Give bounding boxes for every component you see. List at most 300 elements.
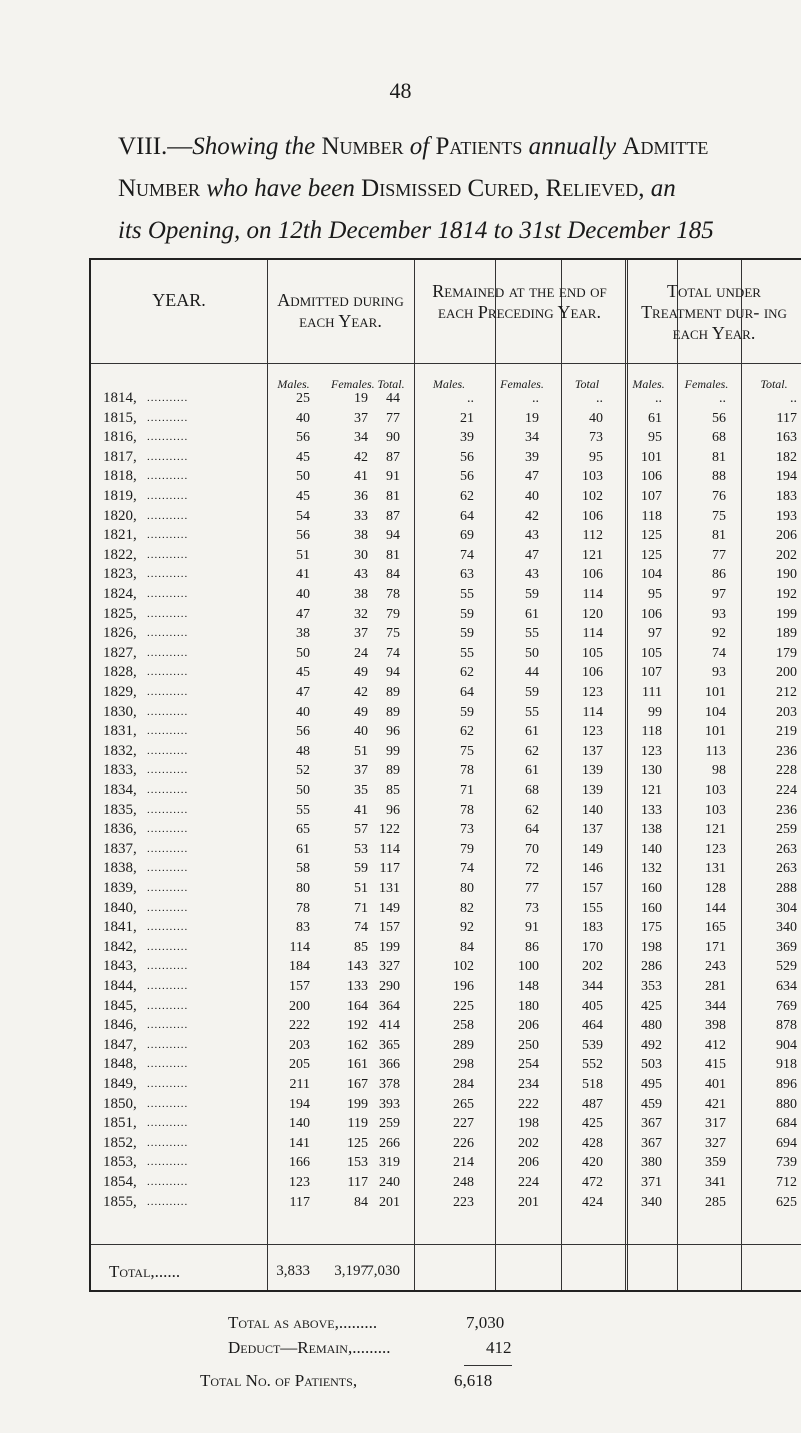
table-cell: 89 (386, 685, 400, 700)
table-cell: 41 (354, 802, 368, 818)
table-cell: 904 (776, 1037, 797, 1053)
year-label: 1854, (103, 1174, 137, 1190)
table-cell: 226 (453, 1135, 474, 1151)
year-label: 1831, (103, 723, 137, 740)
table-cell: 896 (776, 1077, 797, 1092)
table-cell: 47 (525, 547, 539, 563)
table-cell: 286 (641, 959, 662, 975)
leader-dots: ........... (147, 470, 189, 483)
table-cell: .. (719, 391, 726, 406)
table-cell: 401 (705, 1077, 726, 1092)
table-cell: 424 (582, 1194, 603, 1210)
leader-dots: ........... (147, 803, 189, 816)
table-cell: 202 (776, 547, 797, 563)
leader-dots: ........... (147, 1195, 189, 1208)
year-label: 1852, (103, 1134, 137, 1151)
column-subheader: Females. (331, 377, 375, 391)
table-cell: 59 (525, 587, 539, 602)
table-cell: 87 (386, 449, 400, 465)
table-cell: 214 (453, 1155, 474, 1171)
year-label: 1826, (103, 625, 137, 642)
table-cell: 259 (776, 822, 797, 838)
year-label: 1828, (103, 664, 137, 681)
table-cell: 128 (705, 881, 726, 896)
year-label: 1816, (103, 429, 137, 446)
table-cell: 290 (379, 979, 400, 994)
col-divider (625, 260, 628, 1290)
table-cell: 140 (641, 841, 662, 857)
table-cell: 101 (641, 449, 662, 465)
table-cell: 106 (582, 567, 603, 583)
table-cell: 62 (460, 665, 474, 681)
leader-dots: ........... (147, 392, 189, 404)
year-label: 1847, (103, 1036, 137, 1053)
table-cell: 74 (354, 920, 368, 936)
table-cell: 59 (460, 626, 474, 642)
table-cell: 47 (296, 606, 310, 622)
year-label: 1819, (103, 488, 137, 504)
leader-dots: ........... (147, 940, 189, 953)
table-cell: 167 (347, 1077, 368, 1092)
table-cell: 78 (296, 900, 310, 916)
table-cell: 80 (460, 881, 474, 896)
table-cell: 380 (641, 1155, 662, 1171)
table-cell: 123 (641, 743, 662, 759)
table-cell: 201 (379, 1194, 400, 1210)
leader-dots: ........... (147, 411, 189, 424)
table-cell: 40 (525, 489, 539, 504)
table-cell: 201 (518, 1194, 539, 1210)
table-cell: 684 (776, 1116, 797, 1132)
table-cell: 184 (289, 959, 310, 975)
title-italic-2: of (403, 133, 436, 160)
leader-dots: ........... (147, 1019, 189, 1032)
year-label: 1837, (103, 840, 137, 857)
table-cell: 55 (525, 704, 539, 720)
table-cell: 367 (641, 1116, 662, 1132)
leader-dots: ........... (147, 744, 189, 757)
year-label: 1818, (103, 468, 137, 485)
table-cell: 111 (642, 685, 662, 700)
year-label: 1850, (103, 1095, 137, 1112)
table-cell: 146 (582, 861, 603, 877)
table-cell: 45 (296, 665, 310, 681)
table-cell: 202 (518, 1135, 539, 1151)
table-cell: 103 (705, 802, 726, 818)
table-cell: 878 (776, 1018, 797, 1034)
year-label: 1832, (103, 742, 137, 759)
table-cell: 131 (705, 861, 726, 877)
table-cell: 95 (648, 430, 662, 446)
summary-total-value: 7,030 (466, 1313, 505, 1332)
table-cell: 125 (641, 547, 662, 563)
table-cell: 86 (525, 939, 539, 955)
table-cell: 50 (525, 645, 539, 661)
leader-dots: ........... (147, 509, 189, 522)
table-cell: 398 (705, 1018, 726, 1034)
year-label: 1834, (103, 782, 137, 798)
year-label: 1853, (103, 1154, 137, 1171)
table-cell: 170 (582, 939, 603, 955)
year-label: 1823, (103, 566, 137, 583)
table-cell: 78 (460, 763, 474, 779)
table-cell: 91 (386, 469, 400, 485)
table-cell: 425 (641, 998, 662, 1014)
table-cell: 107 (641, 489, 662, 504)
table-cell: 34 (354, 430, 368, 446)
table-cell: 121 (641, 783, 662, 798)
table-cell: 192 (776, 587, 797, 602)
table-cell: 56 (460, 469, 474, 485)
table-cell: 47 (525, 469, 539, 485)
table-cell: 165 (705, 920, 726, 936)
table-cell: 25 (296, 391, 310, 406)
table-cell: 44 (525, 665, 539, 681)
table-cell: 61 (525, 724, 539, 740)
table-cell: 359 (705, 1155, 726, 1171)
table-cell: 55 (296, 802, 310, 818)
table-cell: 74 (460, 547, 474, 563)
table-cell: 123 (582, 724, 603, 740)
table-cell: 265 (453, 1096, 474, 1112)
title-sc-3: Admitte (622, 133, 709, 160)
table-cell: 694 (776, 1135, 797, 1151)
table-cell: 61 (525, 763, 539, 779)
table-cell: 55 (460, 645, 474, 661)
table-cell: 236 (776, 802, 797, 818)
leader-dots: ........... (147, 607, 189, 620)
table-cell: 518 (582, 1077, 603, 1092)
table-cell: 40 (354, 724, 368, 740)
table-cell: 113 (705, 743, 726, 759)
table-cell: 50 (296, 645, 310, 661)
table-cell: 24 (354, 645, 368, 661)
table-cell: 99 (648, 704, 662, 720)
table-cell: 317 (705, 1116, 726, 1132)
table-cell: 123 (582, 685, 603, 700)
table-cell: 21 (460, 410, 474, 426)
table-cell: 58 (296, 861, 310, 877)
table-cell: 552 (582, 1057, 603, 1073)
table-cell: 258 (453, 1018, 474, 1034)
table-cell: 76 (712, 489, 726, 504)
table-cell: 89 (386, 763, 400, 779)
leader-dots: ........... (147, 764, 189, 777)
leader-dots: ........... (147, 431, 189, 444)
year-label: 1839, (103, 880, 137, 896)
table-cell: 121 (582, 547, 603, 563)
table-cell: 97 (712, 587, 726, 602)
year-label: 1829, (103, 684, 137, 700)
table-cell: .. (790, 391, 797, 406)
table-cell: 131 (379, 881, 400, 896)
table-cell: 149 (582, 841, 603, 857)
table-cell: 61 (296, 841, 310, 857)
table-cell: 192 (347, 1018, 368, 1034)
table-cell: 133 (641, 802, 662, 818)
table-cell: 219 (776, 724, 797, 740)
table-cell: 77 (525, 881, 539, 896)
table-cell: 41 (354, 469, 368, 485)
table-cell: 393 (379, 1096, 400, 1112)
year-label: 1842, (103, 938, 137, 955)
table-cell: 53 (354, 841, 368, 857)
table-cell: 96 (386, 802, 400, 818)
title-italic-1: Showing the (192, 133, 322, 160)
title-line2-italic: who have been (200, 175, 362, 202)
table-cell: 480 (641, 1018, 662, 1034)
table-cell: 71 (460, 783, 474, 798)
summary-deduct (228, 1338, 512, 1358)
table-cell: 57 (354, 822, 368, 838)
table-cell: 103 (582, 469, 603, 485)
table-cell: 95 (648, 587, 662, 602)
table-cell: 48 (296, 743, 310, 759)
table-cell: 61 (648, 410, 662, 426)
table-cell: 19 (525, 410, 539, 426)
table-cell: 266 (379, 1135, 400, 1151)
table-cell: 193 (776, 508, 797, 524)
table-cell: 45 (296, 449, 310, 465)
table-cell: 371 (641, 1175, 662, 1190)
year-label: 1817, (103, 448, 137, 465)
table-cell: .. (532, 391, 539, 406)
table-cell: 175 (641, 920, 662, 936)
table-cell: 234 (518, 1077, 539, 1092)
table-cell: 106 (641, 606, 662, 622)
table-cell: 539 (582, 1037, 603, 1053)
table-cell: 106 (582, 665, 603, 681)
table-cell: 739 (776, 1155, 797, 1171)
table-cell: 199 (379, 939, 400, 955)
table-cell: 114 (582, 704, 603, 720)
table-cell: 105 (582, 645, 603, 661)
title-prefix: VIII.— (118, 133, 193, 160)
table-cell: 68 (525, 783, 539, 798)
table-cell: 59 (354, 861, 368, 877)
table-cell: 254 (518, 1057, 539, 1073)
table-cell: 70 (525, 841, 539, 857)
table-cell: 487 (582, 1096, 603, 1112)
table-cell: 79 (460, 841, 474, 857)
table-cell: 85 (386, 783, 400, 798)
table-cell: 344 (582, 979, 603, 994)
table-cell: 880 (776, 1096, 797, 1112)
table-cell: 47 (296, 685, 310, 700)
leader-dots: ........... (147, 1058, 189, 1071)
table-cell: 74 (386, 645, 400, 661)
header-rule (91, 363, 801, 364)
table-cell: 62 (460, 489, 474, 504)
table-cell: 40 (296, 410, 310, 426)
table-cell: 102 (582, 489, 603, 504)
table-cell: 412 (705, 1037, 726, 1053)
leader-dots: ........... (147, 490, 189, 502)
table-cell: 161 (347, 1057, 368, 1073)
table-cell: 205 (289, 1057, 310, 1073)
table-cell: 182 (776, 449, 797, 465)
table-cell: 196 (453, 979, 474, 994)
year-label: 1815, (103, 409, 137, 426)
table-cell: 139 (582, 783, 603, 798)
table-cell: 250 (518, 1037, 539, 1053)
table-cell: 425 (582, 1116, 603, 1132)
table-cell: 59 (525, 685, 539, 700)
table-cell: 42 (525, 508, 539, 524)
table-cell: 625 (776, 1194, 797, 1210)
table-cell: 93 (712, 606, 726, 622)
table-cell: 327 (379, 959, 400, 975)
table-cell: 114 (379, 841, 400, 857)
table-cell: 194 (289, 1096, 310, 1112)
table-cell: 223 (453, 1194, 474, 1210)
table-cell: 83 (296, 920, 310, 936)
table-cell: 236 (776, 743, 797, 759)
table-cell: 38 (354, 587, 368, 602)
table-cell: 769 (776, 998, 797, 1014)
table-cell: 38 (354, 528, 368, 544)
table-cell: 200 (776, 665, 797, 681)
table-cell: 414 (379, 1018, 400, 1034)
page-title (118, 126, 801, 252)
leader-dots: ........... (147, 646, 189, 659)
table-cell: 106 (641, 469, 662, 485)
table-cell: .. (596, 391, 603, 406)
table-cell: 206 (518, 1155, 539, 1171)
table-cell: 421 (705, 1096, 726, 1112)
table-cell: 74 (712, 645, 726, 661)
table-cell: 19 (354, 391, 368, 406)
year-label: 1833, (103, 762, 137, 779)
table-cell: 64 (525, 822, 539, 838)
year-label: 1825, (103, 605, 137, 622)
column-subheader: Males. (432, 377, 466, 391)
year-label: 1835, (103, 801, 137, 818)
table-cell: 107 (641, 665, 662, 681)
page-number: 48 (389, 78, 412, 103)
table-cell: 132 (641, 861, 662, 877)
title-line3: its Opening, on 12th December 1814 to 31st December 185 (118, 217, 714, 244)
table-cell: 79 (386, 606, 400, 622)
table-cell: 43 (525, 567, 539, 583)
leader-dots: ........... (147, 901, 189, 914)
table-cell: 634 (776, 979, 797, 994)
year-label: 1827, (103, 644, 137, 661)
total-cell: 7,030 (366, 1263, 400, 1279)
table-cell: 224 (518, 1175, 539, 1190)
table-cell: 97 (648, 626, 662, 642)
title-sc-1: Number (321, 133, 404, 160)
leader-dots: ........... (147, 588, 189, 600)
table-cell: 137 (582, 743, 603, 759)
table-cell: 163 (776, 430, 797, 446)
table-cell: 464 (582, 1018, 603, 1034)
summary-total (228, 1313, 505, 1333)
table-cell: 369 (776, 939, 797, 955)
table-cell: 148 (518, 979, 539, 994)
year-label: 1838, (103, 860, 137, 877)
table-cell: 366 (379, 1057, 400, 1073)
table-cell: 101 (705, 724, 726, 740)
table-cell: 144 (705, 900, 726, 916)
table-cell: 103 (705, 783, 726, 798)
leader-dots: ........... (147, 980, 189, 992)
title-line2-sc-1: Number (118, 175, 201, 202)
title-line2-sc-2: Dismissed Cured, Relieved, (361, 175, 645, 202)
table-cell: 68 (712, 430, 726, 446)
table-cell: 183 (776, 489, 797, 504)
table-cell: 64 (460, 685, 474, 700)
leader-dots: ........... (147, 1097, 189, 1110)
table-cell: 248 (453, 1175, 474, 1190)
table-cell: 102 (453, 959, 474, 975)
table-cell: .. (467, 391, 474, 406)
table-cell: 340 (776, 920, 797, 936)
table-cell: 353 (641, 979, 662, 994)
table-cell: 140 (289, 1116, 310, 1132)
table-cell: 89 (386, 704, 400, 720)
col-divider (414, 260, 415, 1290)
table-cell: 59 (460, 704, 474, 720)
table-cell: 56 (296, 430, 310, 446)
summary-deduct-value: 412 (486, 1338, 512, 1357)
column-subheader: Females. (684, 377, 729, 391)
table-cell: 125 (347, 1135, 368, 1151)
year-label: 1830, (103, 703, 137, 720)
year-label: 1814, (103, 390, 137, 406)
total-cell: 3,197 (334, 1263, 368, 1279)
total-rule (91, 1244, 801, 1245)
table-cell: 227 (453, 1116, 474, 1132)
table-cell: 304 (776, 900, 797, 916)
table-cell: 200 (289, 998, 310, 1014)
table-cell: 160 (641, 900, 662, 916)
table-cell: 71 (354, 900, 368, 916)
table-cell: 118 (641, 508, 662, 524)
table-cell: 712 (776, 1175, 797, 1190)
table-cell: 95 (589, 449, 603, 465)
table-cell: 263 (776, 861, 797, 877)
table-cell: 94 (386, 665, 400, 681)
leader-dots: ........... (147, 529, 189, 542)
leader-dots: ........... (147, 1117, 189, 1130)
table-cell: 212 (776, 685, 797, 700)
table-cell: 44 (386, 391, 400, 406)
table-cell: 420 (582, 1155, 603, 1171)
table-cell: 93 (712, 665, 726, 681)
summary-net-value: 6,618 (454, 1371, 493, 1390)
leader-dots: ........... (147, 705, 189, 718)
table-cell: 75 (460, 743, 474, 759)
year-label: 1841, (103, 919, 137, 936)
table-cell: 327 (705, 1135, 726, 1151)
table-cell: 459 (641, 1096, 662, 1112)
table-cell: 43 (525, 528, 539, 544)
table-cell: 202 (582, 959, 603, 975)
table-cell: 117 (347, 1175, 368, 1190)
leader-dots: ........... (147, 568, 189, 581)
table-cell: 52 (296, 763, 310, 779)
header-remained: Remained at the end of each Preceding Year. (432, 281, 607, 322)
leader-dots: ........... (147, 921, 189, 934)
leader-dots: ........... (147, 548, 189, 561)
table-cell: 415 (705, 1057, 726, 1073)
table-cell: 284 (453, 1077, 474, 1092)
table-cell: 119 (347, 1116, 368, 1132)
table-cell: 225 (453, 998, 474, 1014)
title-sc-2: Patients (435, 133, 523, 160)
summary-net (200, 1371, 493, 1391)
